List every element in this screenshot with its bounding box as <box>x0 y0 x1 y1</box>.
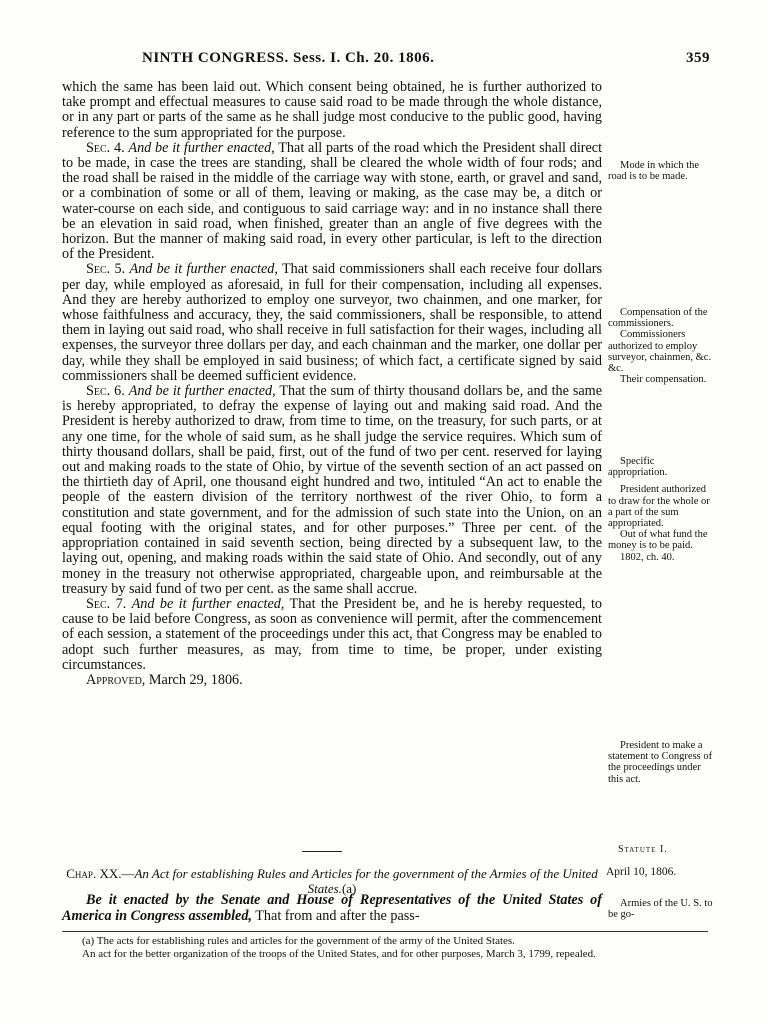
margin-note-appropriation-a: Specific appropriation. <box>608 456 668 479</box>
approved-line <box>62 673 602 688</box>
enacting-clause <box>62 893 602 924</box>
section-6-text: That the sum of thirty thousand dollars be, and the same is hereby appropriated, to defray the expense of laying out and making said road. And the President is hereby authorized to draw, from time to time, on the treasury, for such parts, or at any one time, for the whole of said sum, as he shall judge the service requires. Which sum of thirty thousand dollars, shall be paid, first, out of the fund of two per cent. reserved for laying out and making roads to the state of Ohio, by virtue of the seventh section of an act passed on the thirtieth day of April, one thousand eight hundred and two, intituled “An act to enable the people of the eastern division of the territory northwest of the river Ohio, to form a constitution and state government, and for the admission of such state into the Union, on an equal footing with the original states, and for other purposes.” Three per cent. of the appropriation contained in said seventh section, being directed by a subsequent law, to the laying out, opening, and making roads within the said state of Ohio. And secondly, out of any money in the treasury not otherwise appropriated, chargeable upon, and reimbursable at the treasury by said fund of two per cent. as the same shall accrue. <box>62 383 603 597</box>
section-4-enact: And be it further enacted, <box>128 139 275 156</box>
section-4-label: Sec. 4. <box>86 139 125 156</box>
footnote-a: (a) The acts for establishing rules and articles for the government of the army of the United States. <box>82 935 515 947</box>
statute-label: Statute I. <box>618 844 668 855</box>
margin-note-appropriation <box>608 456 714 563</box>
section-divider <box>302 851 342 852</box>
running-title: NINTH CONGRESS. Sess. I. Ch. 20. 1806. <box>142 50 435 66</box>
section-5-enact: And be it further enacted, <box>129 261 278 278</box>
main-text <box>62 80 602 688</box>
margin-note-appropriation-d: 1802, ch. 40. <box>620 551 675 563</box>
margin-note-statement: President to make a statement to Congress of the proceedings under this act. <box>608 740 713 785</box>
margin-note-compensation-a: Compensation of the commissioners. <box>608 307 708 330</box>
margin-note-compensation <box>608 307 714 385</box>
footnote-rule <box>62 931 708 932</box>
footnotes <box>62 935 708 961</box>
section-6-label: Sec. 6. <box>86 383 125 400</box>
section-5 <box>62 262 602 384</box>
section-7-label: Sec. 7. <box>86 595 127 612</box>
section-5-text: That said commissioners shall each receive four dollars per day, while employed as aforesaid, in full for their compensation, including all expenses. And they are hereby authorized to employ one surveyor, two chainmen, and one marker, for whose faithfulness and accuracy, they, the said commissioners, shall be responsible, to attend them in laying out said road, who shall receive in full satisfaction for their wages, including all expenses, the surveyor three dollars per day, and each chainman and the marker, one dollar per day, while they shall be employed in said business; of which fact, a certificate signed by said commissioners shall be deemed sufficient evidence. <box>62 261 603 384</box>
statute-date: April 10, 1806. <box>606 866 677 878</box>
page-number: 359 <box>686 50 710 66</box>
section-4-text: That all parts of the road which the President shall direct to be made, in case the trees are standing, shall be cleared the whole width of four rods; and the road shall be raised in the middle of the carriage way with stone, earth, or gravel and sand, or a combination of some or all of them, leaving or making, as the case may be, a ditch or water-course on each side, and contiguous to said carriage way: and in no instance shall there be an elevation in said road, when finished, greater than an angle of five degrees with the horizon. But the manner of making said road, in every other particular, is left to the direction of the President. <box>62 139 603 263</box>
margin-note-appropriation-b: President authorized to draw for the whole or a part of the sum appropriated. <box>608 484 710 530</box>
section-6 <box>62 384 602 597</box>
chapter-title: An Act for establishing Rules and Articles for the government of the Armies of the United States. <box>134 866 598 896</box>
paragraph-continued: which the same has been laid out. Which consent being obtained, he is further authorized to take prompt and effectual measures to cause said road to be made through the whole distance, or in any part or parts of the same as he shall judge most conducive to the public good, having reference to the sum appropriated for the purpose. <box>62 79 602 141</box>
section-6-enact: And be it further enacted, <box>128 383 276 400</box>
margin-note-appropriation-c: Out of what fund the money is to be paid. <box>608 529 708 552</box>
enacting-clause-text: That from and after the pass- <box>255 907 420 924</box>
section-7 <box>62 597 602 673</box>
section-4 <box>62 141 602 263</box>
margin-note-compensation-c: Their compensation. <box>620 374 707 386</box>
chapter-label: Chap. XX.— <box>66 866 135 881</box>
margin-note-compensation-b: Commissioners authorized to employ surveyor, chainmen, &c. &c. <box>608 329 712 375</box>
chapter-footnote-ref: (a) <box>341 881 357 896</box>
approved-label: Approved, <box>86 671 146 688</box>
margin-note-armies: Armies of the U. S. to be go- <box>608 898 713 921</box>
section-7-text: That the President be, and he is hereby requested, to cause to be laid before Congress, as soon as convenience will permit, after the commencement of each session, a statement of the proceedings under this act, that Congress may be enabled to adopt such further measures, as may, from time to time, be proper, under existing circumstances. <box>62 595 603 673</box>
section-7-enact: And be it further enacted, <box>131 595 285 612</box>
section-5-label: Sec. 5. <box>86 261 126 278</box>
footnote-a-continued: An act for the better organization of the troops of the United States, and for other purposes, March 3, 1799, repealed. <box>82 948 596 960</box>
running-header <box>62 50 710 70</box>
enacting-clause-bold: Be it enacted by the Senate and House of Representatives of the United States of America in Congress assembled, <box>62 892 602 924</box>
margin-note-road: Mode in which the road is to be made. <box>608 160 700 183</box>
approved-date: March 29, 1806. <box>148 671 243 688</box>
